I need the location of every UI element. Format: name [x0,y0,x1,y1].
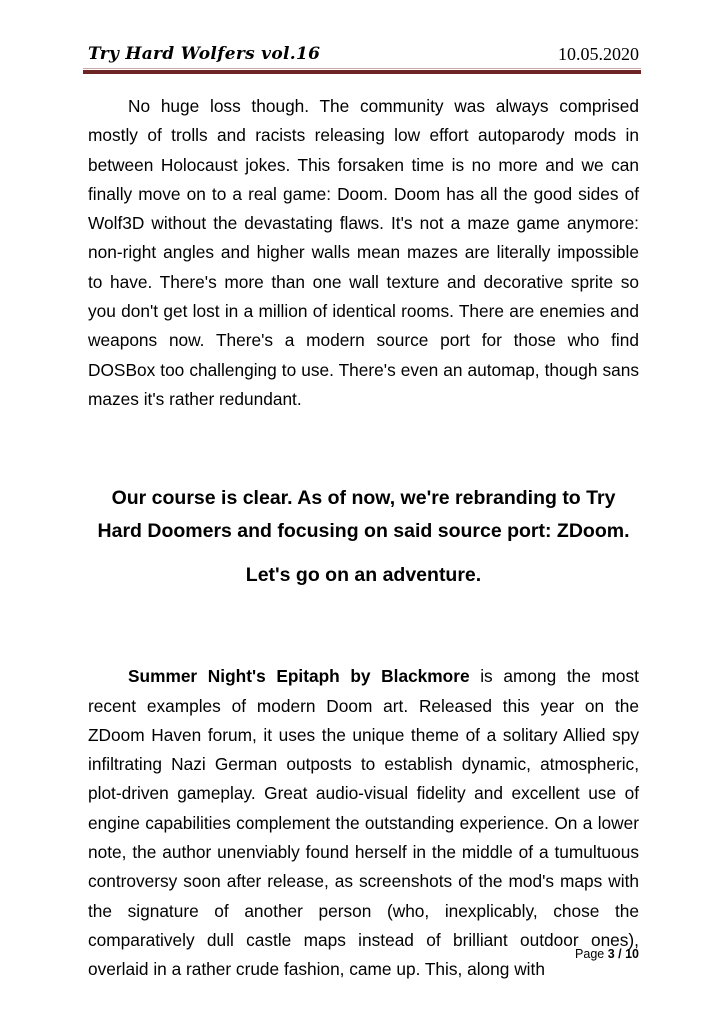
total-pages-number: 10 [625,947,639,961]
page-body [88,92,639,985]
page-footer [575,946,639,962]
publication-title: Try Hard Wolfers vol.16 [88,44,321,64]
header-rule-thin [83,68,641,69]
announcement-heading: Our course is clear. As of now, we're rebranding to Try Hard Doomers and focusing on said source port: ZDoom. [97,487,630,543]
review-text: is among the most recent examples of modern Doom art. Released this year on the ZDoom Haven forum, it uses the unique theme of a solitary Allied spy infiltrating Nazi German outposts to establish dynamic, atmospheric, plot-driven gameplay. Great audio-visual fidelity and excellent use of engine capabilities complement the outstanding experience. On a lower note, the author unenviably found herself in the middle of a tumultuous controversy soon after release, as screenshots of the mod's maps with the signature of another person (who, inexplicably, chose the comparatively dull castle maps instead of brilliant outdoor ones), overlaid in a rather crude fashion, came up. This, along with [88,666,639,980]
publication-date: 10.05.2020 [558,44,639,64]
tagline-heading: Let's go on an adventure. [245,564,482,587]
page-header [88,44,639,66]
review-title: Summer Night's Epitaph by Blackmore [128,666,470,687]
review-paragraph [88,662,639,984]
page-separator: / [614,947,626,961]
header-rule-thick [83,70,641,74]
page-label: Page [575,947,608,961]
current-page-number: 3 [607,947,615,961]
intro-paragraph: No huge loss though. The community was always comprised mostly of trolls and racists releasing low effort autoparody mods in between Holocaust jokes. This forsaken time is no more and we can finally move on to a real game: Doom. Doom has all the good sides of Wolf3D without the devastating flaws. It's not a maze game anymore: non-right angles and higher walls mean mazes are literally impossible to have. There's more than one wall texture and decorative sprite so you don't get lost in a million of identical rooms. There are enemies and weapons now. There's a modern source port for those who find DOSBox too challenging to use. There's even an automap, though sans mazes it's rather redundant. [88,96,639,409]
